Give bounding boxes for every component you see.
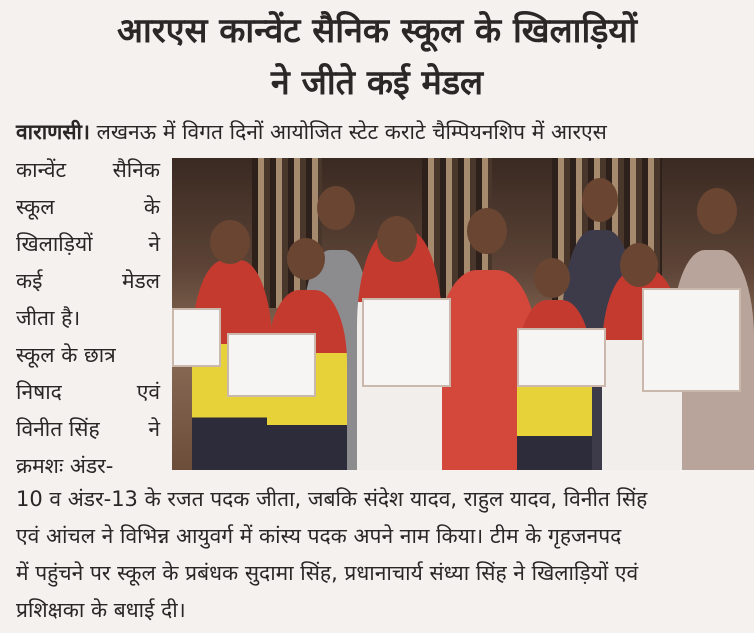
column-word: सैनिक bbox=[112, 158, 160, 182]
body-line: एवं आंचल ने विभिन्न आयुवर्ग में कांस्य पदक अपने नाम किया। टीम के गृहजनपद bbox=[16, 524, 622, 548]
dateline: वाराणसी। bbox=[16, 120, 90, 144]
column-line bbox=[16, 304, 160, 332]
column-line bbox=[16, 156, 160, 184]
column-word: स्कूल bbox=[16, 195, 55, 219]
column-word: जीता है। bbox=[16, 306, 81, 330]
column-word: क्रमशः अंडर- bbox=[16, 454, 114, 478]
column-word: के bbox=[143, 195, 160, 219]
column-word: विनीत सिंह bbox=[16, 417, 100, 441]
column-word: निषाद bbox=[16, 380, 62, 404]
column-word: कई bbox=[16, 269, 43, 293]
body-line: 10 व अंडर-13 के रजत पदक जीता, जबकि संदेश यादव, राहुल यादव, विनीत सिंह bbox=[16, 487, 648, 511]
column-line bbox=[16, 230, 160, 258]
column-word: ने bbox=[148, 417, 160, 441]
column-word: खिलाड़ियों bbox=[16, 232, 93, 256]
column-word: ने bbox=[148, 232, 160, 256]
column-word: स्कूल के छात्र bbox=[16, 343, 116, 367]
body-line: में पहुंचने पर स्कूल के प्रबंधक सुदामा सिंह, प्रधानाचार्य संध्या सिंह ने खिलाड़ियों एवं bbox=[16, 561, 639, 585]
body-line: प्रशिक्षका के बधाई दी। bbox=[16, 598, 186, 622]
first-line-text: लखनऊ में विगत दिनों आयोजित स्टेट कराटे चैम्पियनशिप में आरएस bbox=[96, 120, 607, 144]
column-line bbox=[16, 452, 160, 480]
column-word: कान्वेंट bbox=[16, 158, 67, 182]
headline-line-2: ने जीते कई मेडल bbox=[270, 63, 484, 103]
column-word: एवं bbox=[136, 380, 160, 404]
column-word: मेडल bbox=[121, 269, 160, 293]
column-line bbox=[16, 378, 160, 406]
column-line bbox=[16, 341, 160, 369]
column-line bbox=[16, 415, 160, 443]
column-line bbox=[16, 267, 160, 295]
article-first-line bbox=[16, 118, 740, 146]
headline-line-1: आरएस कान्वेंट सैनिक स्कूल के खिलाड़ियों bbox=[116, 11, 638, 51]
column-line bbox=[16, 193, 160, 221]
news-photo bbox=[172, 158, 754, 470]
